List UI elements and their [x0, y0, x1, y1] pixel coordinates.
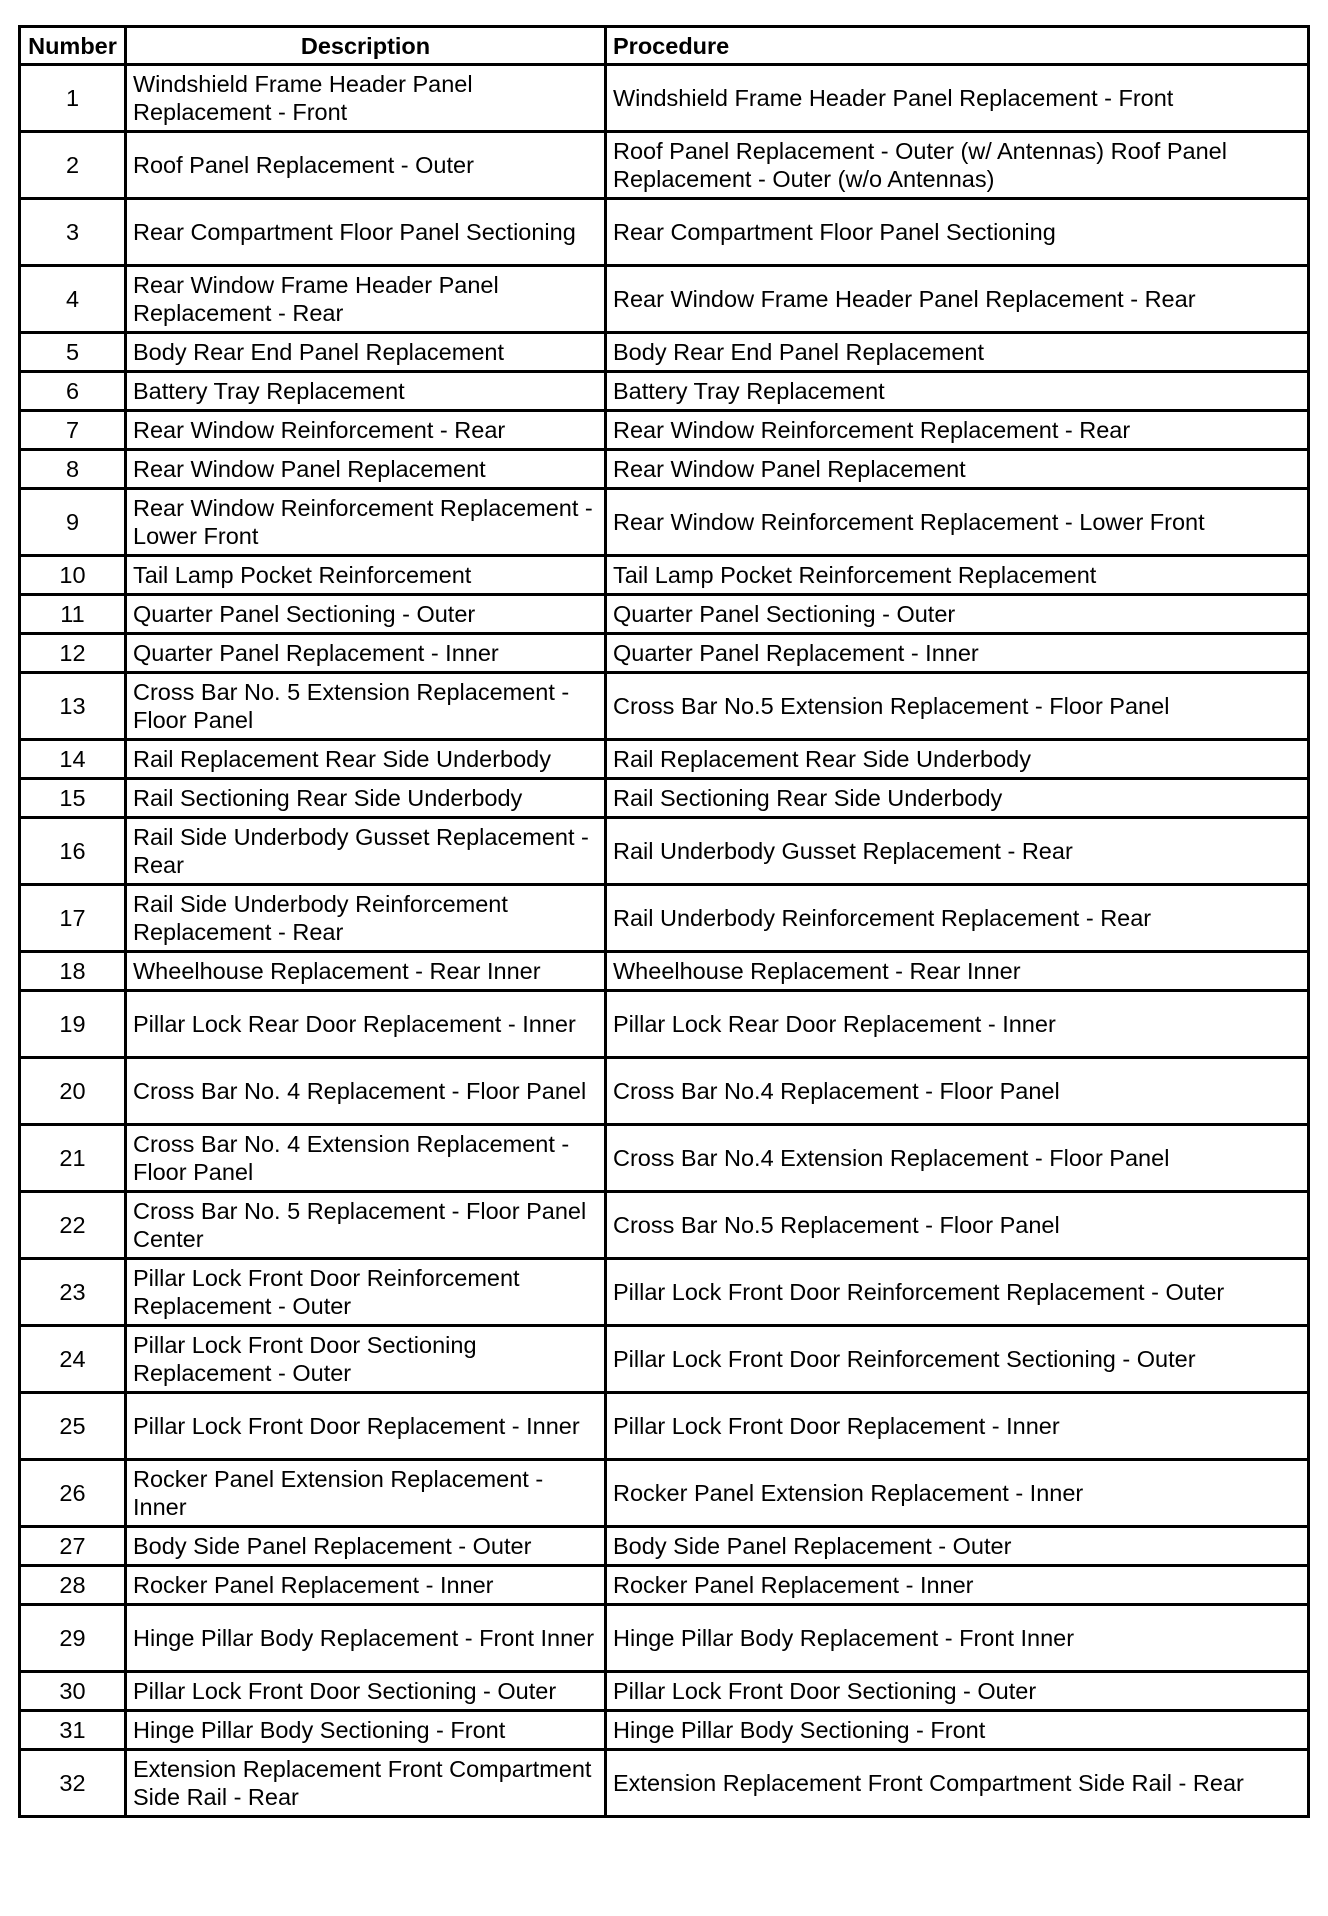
cell-description: Hinge Pillar Body Sectioning - Front	[126, 1711, 606, 1750]
cell-number: 13	[20, 673, 126, 740]
cell-description: Battery Tray Replacement	[126, 372, 606, 411]
cell-procedure: Quarter Panel Replacement - Inner	[606, 634, 1309, 673]
table-row	[20, 1259, 1309, 1326]
cell-procedure: Rail Underbody Reinforcement Replacement - Rear	[606, 885, 1309, 952]
table-row	[20, 1326, 1309, 1393]
cell-description: Rear Compartment Floor Panel Sectioning	[126, 199, 606, 266]
table-row	[20, 1605, 1309, 1672]
cell-procedure: Rear Window Frame Header Panel Replacement - Rear	[606, 266, 1309, 333]
cell-procedure: Rail Sectioning Rear Side Underbody	[606, 779, 1309, 818]
cell-procedure: Cross Bar No.5 Replacement - Floor Panel	[606, 1192, 1309, 1259]
cell-number: 15	[20, 779, 126, 818]
cell-number: 20	[20, 1058, 126, 1125]
table-row	[20, 556, 1309, 595]
cell-number: 27	[20, 1527, 126, 1566]
cell-procedure: Rear Window Reinforcement Replacement - Lower Front	[606, 489, 1309, 556]
cell-description: Body Rear End Panel Replacement	[126, 333, 606, 372]
table-row	[20, 1672, 1309, 1711]
header-number: Number	[20, 27, 126, 65]
cell-description: Wheelhouse Replacement - Rear Inner	[126, 952, 606, 991]
cell-number: 19	[20, 991, 126, 1058]
cell-description: Rail Side Underbody Reinforcement Replacement - Rear	[126, 885, 606, 952]
cell-procedure: Pillar Lock Rear Door Replacement - Inner	[606, 991, 1309, 1058]
table-body	[20, 65, 1309, 1817]
cell-description: Pillar Lock Front Door Sectioning Replacement - Outer	[126, 1326, 606, 1393]
procedure-table-container	[18, 25, 1307, 1818]
table-row	[20, 1750, 1309, 1817]
cell-description: Pillar Lock Front Door Sectioning - Outer	[126, 1672, 606, 1711]
table-row	[20, 779, 1309, 818]
cell-procedure: Tail Lamp Pocket Reinforcement Replacement	[606, 556, 1309, 595]
table-row	[20, 818, 1309, 885]
table-row	[20, 1566, 1309, 1605]
cell-number: 12	[20, 634, 126, 673]
cell-number: 18	[20, 952, 126, 991]
cell-procedure: Wheelhouse Replacement - Rear Inner	[606, 952, 1309, 991]
cell-number: 28	[20, 1566, 126, 1605]
cell-procedure: Pillar Lock Front Door Reinforcement Replacement - Outer	[606, 1259, 1309, 1326]
cell-number: 24	[20, 1326, 126, 1393]
cell-description: Hinge Pillar Body Replacement - Front Inner	[126, 1605, 606, 1672]
cell-number: 4	[20, 266, 126, 333]
cell-number: 3	[20, 199, 126, 266]
cell-procedure: Rail Replacement Rear Side Underbody	[606, 740, 1309, 779]
cell-procedure: Cross Bar No.4 Replacement - Floor Panel	[606, 1058, 1309, 1125]
cell-number: 17	[20, 885, 126, 952]
cell-number: 7	[20, 411, 126, 450]
header-procedure: Procedure	[606, 27, 1309, 65]
table-row	[20, 595, 1309, 634]
cell-number: 26	[20, 1460, 126, 1527]
cell-number: 10	[20, 556, 126, 595]
cell-procedure: Rocker Panel Replacement - Inner	[606, 1566, 1309, 1605]
cell-procedure: Pillar Lock Front Door Reinforcement Sectioning - Outer	[606, 1326, 1309, 1393]
cell-description: Cross Bar No. 4 Replacement - Floor Panel	[126, 1058, 606, 1125]
cell-procedure: Rocker Panel Extension Replacement - Inner	[606, 1460, 1309, 1527]
table-row	[20, 266, 1309, 333]
table-row	[20, 1711, 1309, 1750]
cell-procedure: Body Side Panel Replacement - Outer	[606, 1527, 1309, 1566]
table-row	[20, 1460, 1309, 1527]
cell-procedure: Cross Bar No.4 Extension Replacement - Floor Panel	[606, 1125, 1309, 1192]
table-row	[20, 65, 1309, 132]
cell-description: Rocker Panel Replacement - Inner	[126, 1566, 606, 1605]
cell-procedure: Roof Panel Replacement - Outer (w/ Antennas) Roof Panel Replacement - Outer (w/o Antennas)	[606, 132, 1309, 199]
cell-description: Rocker Panel Extension Replacement - Inner	[126, 1460, 606, 1527]
cell-procedure: Windshield Frame Header Panel Replacement - Front	[606, 65, 1309, 132]
procedure-table	[18, 25, 1310, 1818]
cell-description: Cross Bar No. 5 Extension Replacement - Floor Panel	[126, 673, 606, 740]
cell-number: 30	[20, 1672, 126, 1711]
table-row	[20, 132, 1309, 199]
cell-procedure: Rear Window Reinforcement Replacement - Rear	[606, 411, 1309, 450]
header-description: Description	[126, 27, 606, 65]
cell-procedure: Pillar Lock Front Door Sectioning - Outer	[606, 1672, 1309, 1711]
table-header-row	[20, 27, 1309, 65]
table-row	[20, 1527, 1309, 1566]
table-row	[20, 952, 1309, 991]
cell-procedure: Rail Underbody Gusset Replacement - Rear	[606, 818, 1309, 885]
table-row	[20, 740, 1309, 779]
cell-description: Rear Window Reinforcement Replacement - Lower Front	[126, 489, 606, 556]
cell-description: Quarter Panel Sectioning - Outer	[126, 595, 606, 634]
cell-description: Rail Sectioning Rear Side Underbody	[126, 779, 606, 818]
table-row	[20, 199, 1309, 266]
cell-description: Extension Replacement Front Compartment Side Rail - Rear	[126, 1750, 606, 1817]
cell-number: 5	[20, 333, 126, 372]
cell-procedure: Extension Replacement Front Compartment Side Rail - Rear	[606, 1750, 1309, 1817]
table-row	[20, 885, 1309, 952]
cell-procedure: Battery Tray Replacement	[606, 372, 1309, 411]
cell-description: Pillar Lock Rear Door Replacement - Inner	[126, 991, 606, 1058]
cell-description: Roof Panel Replacement - Outer	[126, 132, 606, 199]
cell-description: Quarter Panel Replacement - Inner	[126, 634, 606, 673]
cell-description: Rear Window Frame Header Panel Replacement - Rear	[126, 266, 606, 333]
cell-description: Tail Lamp Pocket Reinforcement	[126, 556, 606, 595]
cell-number: 6	[20, 372, 126, 411]
cell-number: 25	[20, 1393, 126, 1460]
table-row	[20, 1125, 1309, 1192]
table-row	[20, 1192, 1309, 1259]
cell-description: Pillar Lock Front Door Replacement - Inner	[126, 1393, 606, 1460]
cell-number: 21	[20, 1125, 126, 1192]
cell-number: 22	[20, 1192, 126, 1259]
cell-description: Cross Bar No. 4 Extension Replacement - Floor Panel	[126, 1125, 606, 1192]
cell-description: Rail Replacement Rear Side Underbody	[126, 740, 606, 779]
table-row	[20, 411, 1309, 450]
cell-description: Cross Bar No. 5 Replacement - Floor Panel Center	[126, 1192, 606, 1259]
table-row	[20, 1058, 1309, 1125]
cell-procedure: Pillar Lock Front Door Replacement - Inner	[606, 1393, 1309, 1460]
table-row	[20, 372, 1309, 411]
cell-description: Windshield Frame Header Panel Replacement - Front	[126, 65, 606, 132]
cell-description: Rear Window Panel Replacement	[126, 450, 606, 489]
cell-procedure: Rear Compartment Floor Panel Sectioning	[606, 199, 1309, 266]
table-row	[20, 1393, 1309, 1460]
cell-number: 31	[20, 1711, 126, 1750]
cell-procedure: Cross Bar No.5 Extension Replacement - Floor Panel	[606, 673, 1309, 740]
table-row	[20, 489, 1309, 556]
cell-procedure: Rear Window Panel Replacement	[606, 450, 1309, 489]
cell-number: 23	[20, 1259, 126, 1326]
cell-procedure: Hinge Pillar Body Replacement - Front Inner	[606, 1605, 1309, 1672]
cell-procedure: Quarter Panel Sectioning - Outer	[606, 595, 1309, 634]
cell-number: 8	[20, 450, 126, 489]
cell-description: Pillar Lock Front Door Reinforcement Replacement - Outer	[126, 1259, 606, 1326]
table-row	[20, 450, 1309, 489]
cell-number: 1	[20, 65, 126, 132]
cell-procedure: Hinge Pillar Body Sectioning - Front	[606, 1711, 1309, 1750]
cell-description: Rear Window Reinforcement - Rear	[126, 411, 606, 450]
cell-number: 14	[20, 740, 126, 779]
cell-procedure: Body Rear End Panel Replacement	[606, 333, 1309, 372]
cell-number: 32	[20, 1750, 126, 1817]
table-row	[20, 673, 1309, 740]
cell-number: 2	[20, 132, 126, 199]
cell-description: Body Side Panel Replacement - Outer	[126, 1527, 606, 1566]
cell-number: 11	[20, 595, 126, 634]
table-row	[20, 991, 1309, 1058]
cell-number: 16	[20, 818, 126, 885]
cell-number: 9	[20, 489, 126, 556]
table-row	[20, 333, 1309, 372]
cell-description: Rail Side Underbody Gusset Replacement - Rear	[126, 818, 606, 885]
cell-number: 29	[20, 1605, 126, 1672]
table-row	[20, 634, 1309, 673]
